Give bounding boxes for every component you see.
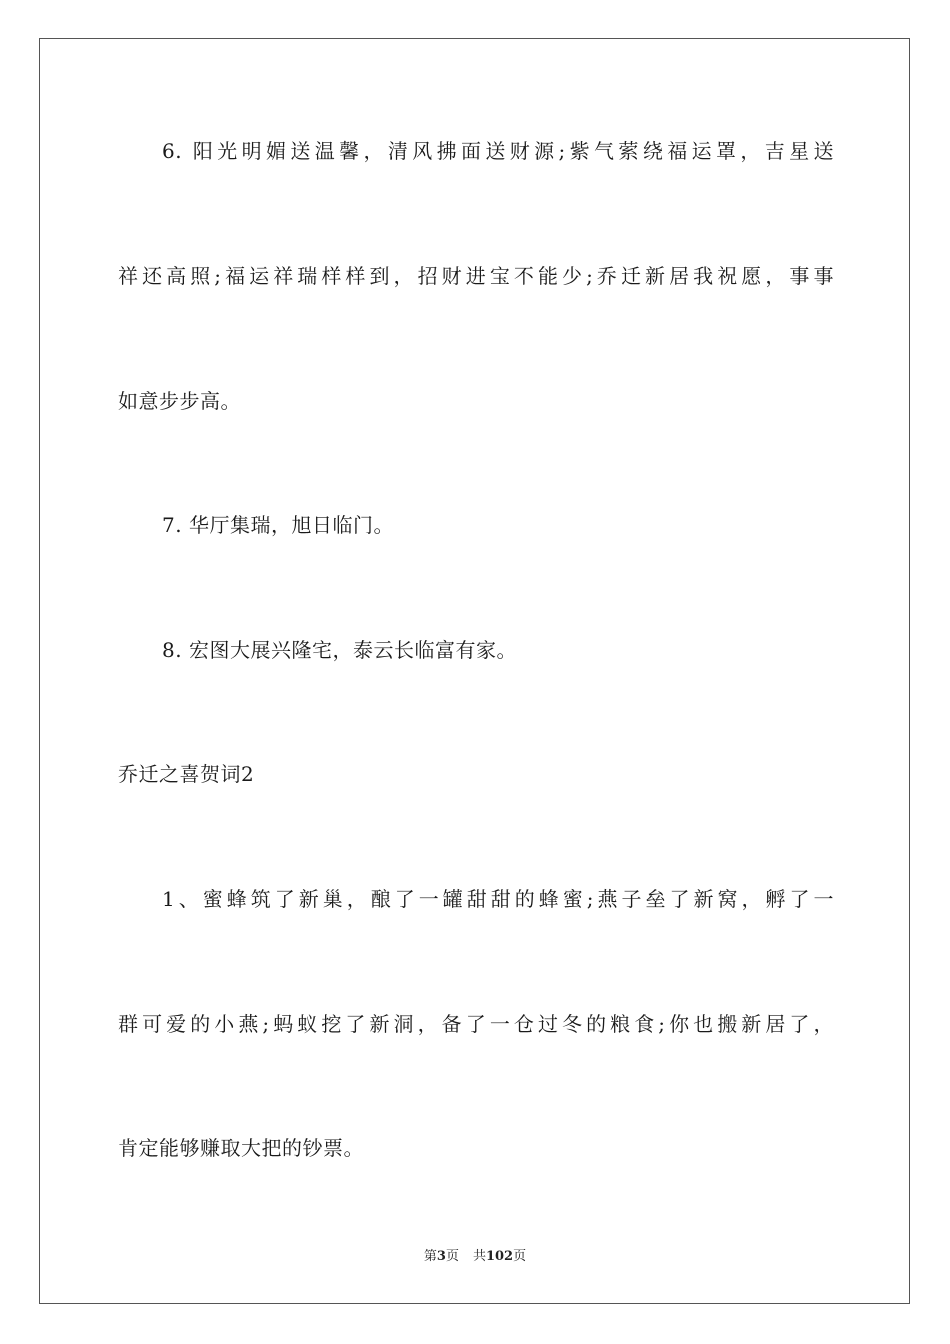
- paragraph-1-line-3: 肯定能够赚取大把的钞票。: [118, 1136, 364, 1160]
- total-suffix: 页: [513, 1249, 527, 1264]
- page-frame: [39, 38, 910, 1304]
- paragraph-6-line-1: 6. 阳光明媚送温馨，清风拂面送财源;紫气萦绕福运罩，吉星送: [162, 139, 834, 163]
- paragraph-8: 8. 宏图大展兴隆宅，泰云长临富有家。: [162, 638, 517, 662]
- page-footer: [0, 1248, 950, 1266]
- total-prefix: 共: [472, 1249, 486, 1264]
- paragraph-7: 7. 华厅集瑞，旭日临门。: [162, 513, 394, 537]
- current-page-number: 3: [436, 1249, 446, 1264]
- page-suffix: 页: [445, 1249, 459, 1264]
- paragraph-1-line-2: 群可爱的小燕;蚂蚁挖了新洞，备了一仓过冬的粮食;你也搬新居了，: [118, 1012, 834, 1036]
- paragraph-6-line-2: 祥还高照;福运祥瑞样样到，招财进宝不能少;乔迁新居我祝愿，事事: [118, 264, 834, 288]
- page-prefix: 第: [423, 1249, 437, 1264]
- paragraph-1-line-1: 1、蜜蜂筑了新巢，酿了一罐甜甜的蜂蜜;燕子垒了新窝，孵了一: [162, 887, 834, 911]
- paragraph-6-line-3: 如意步步高。: [118, 389, 241, 413]
- section-heading: 乔迁之喜贺词2: [118, 762, 255, 786]
- total-pages-number: 102: [485, 1249, 514, 1264]
